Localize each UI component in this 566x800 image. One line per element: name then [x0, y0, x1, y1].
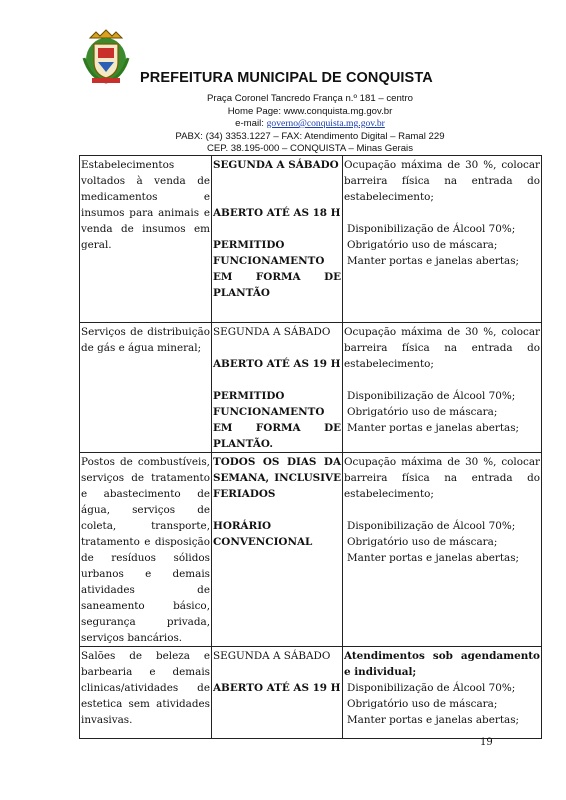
- header-cep: CEP. 38.195-000 – CONQUISTA – Minas Gerais: [206, 143, 413, 154]
- rules-cell: [343, 453, 542, 647]
- schedule-cell: [212, 323, 343, 453]
- schedule-cell: [212, 453, 343, 647]
- days-text: TODOS OS DIAS DA SEMANA, INCLUSIVE FERIADOS: [213, 456, 341, 500]
- rules-table: [79, 155, 542, 739]
- days-text: SEGUNDA A SÁBADO: [213, 650, 331, 662]
- list-item: Disponibilização de Álcool 70%;: [347, 520, 516, 532]
- table-row: [80, 156, 542, 323]
- list-item: Obrigatório uso de máscara;: [347, 698, 498, 710]
- page-title: PREFEITURA MUNICIPAL DE CONQUISTA: [140, 70, 433, 86]
- rule-text: Ocupação máxima de 30 %, colocar barreira física na entrada do estabelecimento;: [344, 326, 540, 370]
- hours-text: ABERTO ATÉ AS 19 H: [213, 358, 341, 370]
- rules-cell: [343, 156, 542, 323]
- days-text: SEGUNDA A SÁBADO: [213, 159, 339, 171]
- list-item: Obrigatório uso de máscara;: [347, 536, 498, 548]
- table-row: [80, 453, 542, 647]
- rule-text: Atendimentos sob agendamento e individual;: [344, 650, 540, 678]
- hours-text: HORÁRIO CONVENCIONAL: [213, 520, 313, 548]
- list-item: Disponibilização de Álcool 70%;: [347, 223, 516, 235]
- list-item: Obrigatório uso de máscara;: [347, 239, 498, 251]
- list-item: Obrigatório uso de máscara;: [347, 406, 498, 418]
- establishment-cell: Serviços de distribuição de gás e água mineral;: [80, 323, 212, 453]
- list-item: Manter portas e janelas abertas;: [347, 255, 520, 267]
- hours-text: ABERTO ATÉ AS 19 H: [213, 682, 341, 694]
- establishment-cell: Salões de beleza e barbearia e demais clinicas/atividades de estetica sem atividades invasivas.: [80, 647, 212, 739]
- list-item: Disponibilização de Álcool 70%;: [347, 682, 516, 694]
- table-row: [80, 323, 542, 453]
- rule-text: Ocupação máxima de 30 %, colocar barreira física na entrada do estabelecimento;: [344, 159, 540, 203]
- list-item: Manter portas e janelas abertas;: [347, 714, 520, 726]
- municipal-coat-of-arms: [80, 28, 132, 86]
- email-label: e-mail:: [235, 118, 267, 129]
- header-homepage: Home Page: www.conquista.mg.gov.br: [227, 106, 393, 117]
- table-row: [80, 647, 542, 739]
- extra-text: PERMITIDO FUNCIONAMENTO EM FORMA DE PLANTÃO.: [213, 390, 341, 450]
- rules-cell: [343, 647, 542, 739]
- schedule-cell: [212, 156, 343, 323]
- establishment-cell: Estabelecimentos voltados à venda de medicamentos e insumos para animais e venda de insumos em geral.: [80, 156, 212, 323]
- page-number: 19: [480, 737, 493, 748]
- rule-text: Ocupação máxima de 30 %, colocar barreira física na entrada do estabelecimento;: [344, 456, 540, 500]
- email-link[interactable]: governo@conquista.mg.gov.br: [266, 118, 385, 129]
- header-address: Praça Coronel Tancredo França n.º 181 – centro: [207, 93, 413, 104]
- list-item: Manter portas e janelas abertas;: [347, 422, 520, 434]
- days-text: SEGUNDA A SÁBADO: [213, 326, 331, 338]
- header-email-line: [120, 118, 500, 130]
- list-item: Disponibilização de Álcool 70%;: [347, 390, 516, 402]
- rules-cell: [343, 323, 542, 453]
- establishment-cell: Postos de combustíveis, serviços de tratamento e abastecimento de água, serviços de coleta, transporte, tratamento e disposição de resíduos sólidos urbanos e demais atividades de saneamento básico, segurança privada, serviços bancários.: [80, 453, 212, 647]
- extra-text: PERMITIDO FUNCIONAMENTO EM FORMA DE PLANTÃO: [213, 239, 341, 299]
- list-item: Manter portas e janelas abertas;: [347, 552, 520, 564]
- schedule-cell: [212, 647, 343, 739]
- hours-text: ABERTO ATÉ AS 18 H: [213, 207, 341, 219]
- header-phones: PABX: (34) 3353.1227 – FAX: Atendimento Digital – Ramal 229: [175, 131, 445, 142]
